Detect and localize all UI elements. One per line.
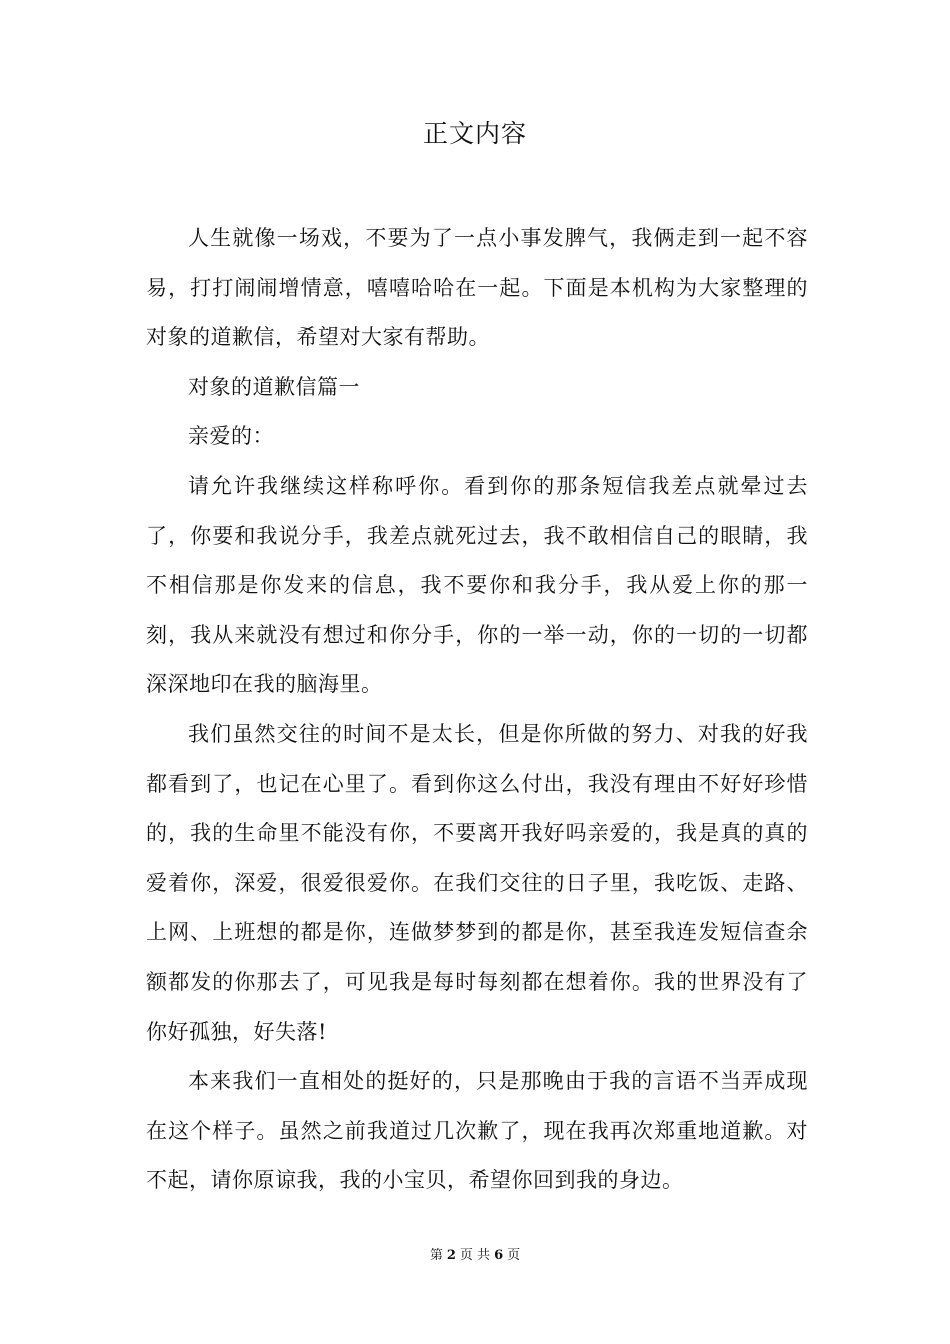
footer-prefix: 第 bbox=[429, 1248, 443, 1263]
total-pages: 6 bbox=[494, 1248, 504, 1263]
section-heading: 对象的道歉信篇一 bbox=[188, 374, 360, 399]
paragraph: 请允许我继续这样称呼你。看到你的那条短信我差点就晕过去了，你要和我说分手，我差点就死过去，我不敢相信自己的眼睛，我不相信那是你发来的信息，我不要你和我分手，我从爱上你的那一刻，我从来就没有想过和你分手，你的一举一动，你的一切的一切都深深地印在我的脑海里。 bbox=[146, 473, 808, 697]
footer-middle: 页 共 bbox=[459, 1248, 491, 1263]
paragraph: 本来我们一直相处的挺好的，只是那晚由于我的言语不当弄成现在这个样子。虽然之前我道过几次歉了，现在我再次郑重地道歉。对不起，请你原谅我，我的小宝贝，希望你回到我的身边。 bbox=[146, 1069, 808, 1193]
document-body bbox=[146, 214, 808, 1206]
page-title: 正文内容 bbox=[422, 119, 527, 148]
paragraph-intro: 人生就像一场戏，不要为了一点小事发脾气，我俩走到一起不容易，打打闹闹增情意，嘻嘻哈哈在一起。下面是本机构为大家整理的对象的道歉信，希望对大家有帮助。 bbox=[146, 226, 808, 350]
page-footer bbox=[0, 1246, 950, 1266]
footer-suffix: 页 bbox=[507, 1248, 521, 1263]
paragraph: 我们虽然交往的时间不是太长，但是你所做的努力、对我的好我都看到了，也记在心里了。看到你这么付出，我没有理由不好好珍惜的，我的生命里不能没有你，不要离开我好吗亲爱的，我是真的真的爱着你，深爱，很爱很爱你。在我们交往的日子里，我吃饭、走路、上网、上班想的都是你，连做梦梦到的都是你，甚至我连发短信查余额都发的你那去了，可见我是每时每刻都在想着你。我的世界没有了你好孤独，好失落! bbox=[146, 721, 808, 1044]
page-number: 2 bbox=[446, 1248, 456, 1263]
salutation: 亲爱的： bbox=[188, 424, 274, 449]
